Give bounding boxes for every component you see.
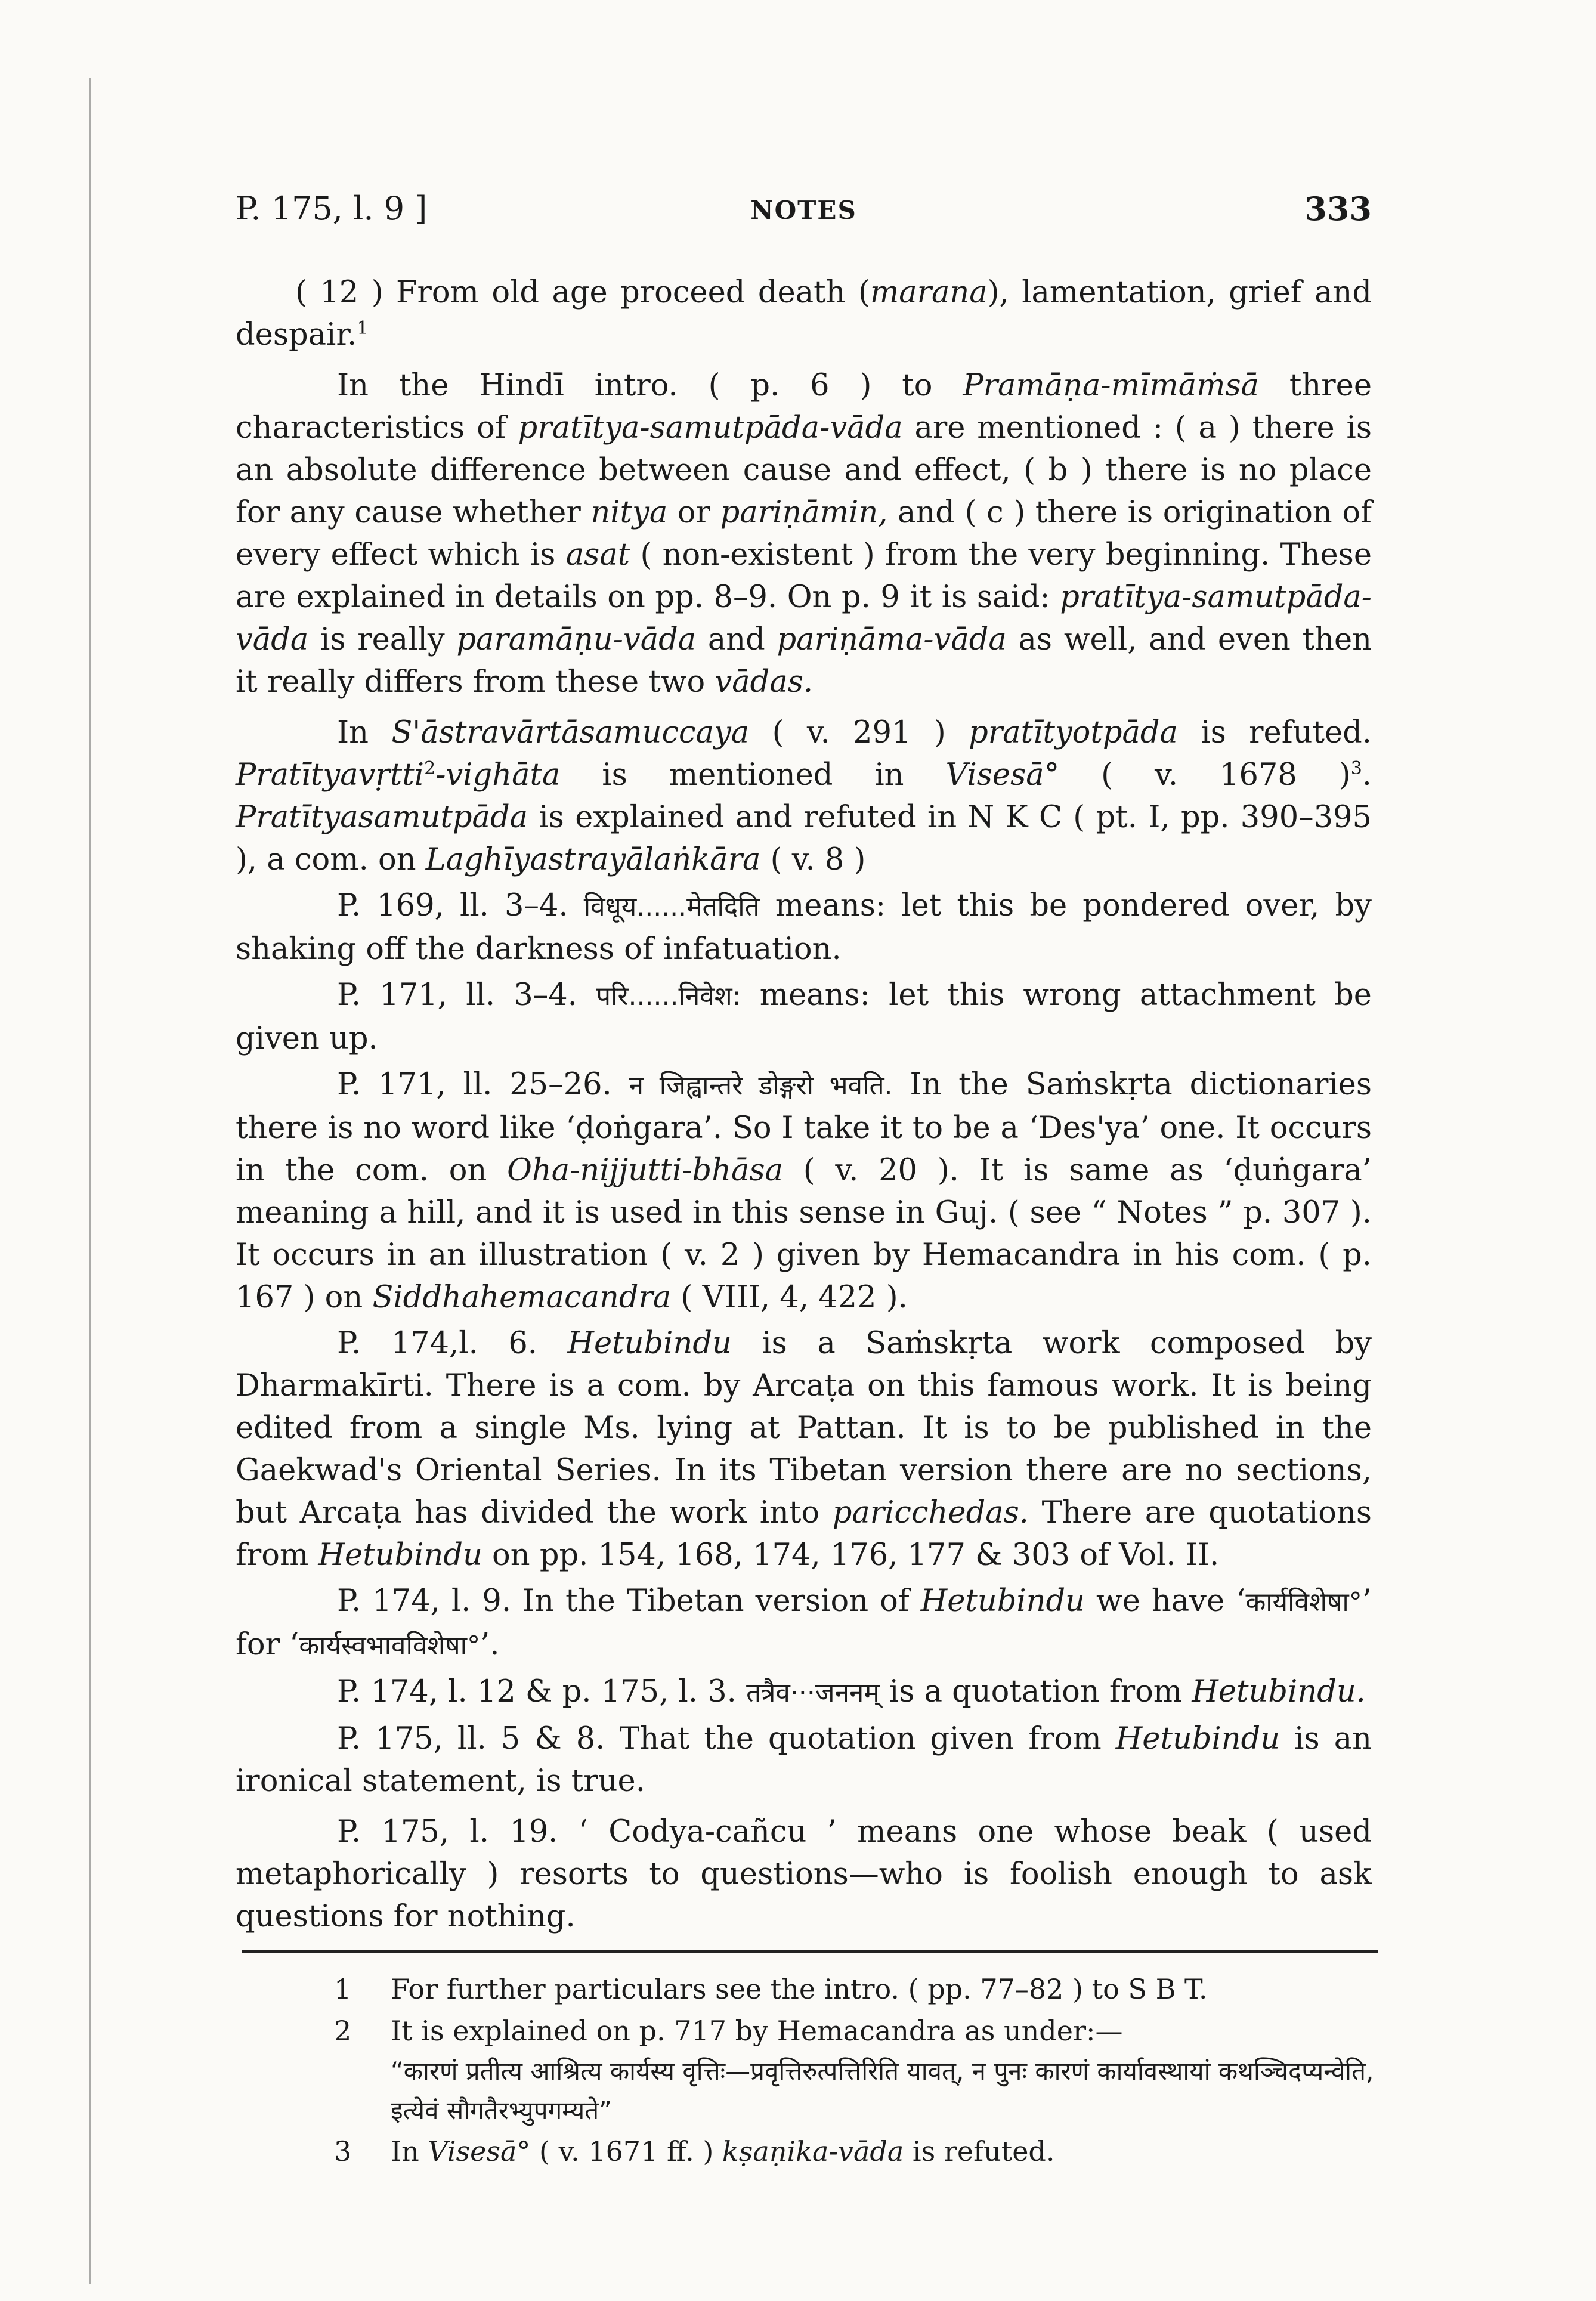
italic-term: Hetubindu	[920, 1584, 1085, 1619]
paragraph-2	[236, 364, 1372, 703]
section-reference: P. 175, l. 9 ]	[236, 190, 428, 227]
footnote-text: It is explained on p. 717 by Hemacandra as under:—	[391, 2015, 1123, 2047]
italic-term: pratītya-samutpāda-vāda	[236, 580, 1372, 657]
italic-term: Hetubindu	[318, 1538, 482, 1573]
footnote-number: 3	[334, 2135, 352, 2167]
devanagari-text: न जिह्वान्तरे डोङ्गरो भवति.	[629, 1071, 893, 1101]
text-run: There are quotations from	[236, 1495, 1372, 1573]
footnote-3	[334, 2130, 1378, 2172]
text-run: means: let this be pondered over, by shaking off the darkness of infatuation.	[236, 888, 1372, 967]
italic-term: Laghīyastrayālaṅkāra	[425, 842, 761, 877]
paragraph-11	[236, 1811, 1372, 1938]
italic-term: Pratītyavṛtti	[236, 757, 425, 793]
paragraph-7	[236, 1322, 1372, 1576]
italic-term: Visesā°	[428, 2135, 531, 2167]
italic-term: Hetubindu	[567, 1326, 732, 1361]
text-run: P. 175, ll. 5 & 8. That the quotation given from	[337, 1721, 1116, 1756]
italic-term: pratītyotpāda	[969, 715, 1178, 750]
footnote-number: 1	[334, 1973, 352, 2005]
footnote-1	[334, 1968, 1378, 2010]
italic-term: marana	[870, 275, 988, 310]
devanagari-text: कार्यविशेषा°	[1245, 1587, 1362, 1617]
italic-term: pariṇāmin,	[720, 495, 888, 530]
text-run: ( VIII, 4, 422 ).	[671, 1280, 908, 1315]
italic-term: Hetubindu.	[1192, 1674, 1366, 1709]
text-run: P. 174, l. 9. In the Tibetan version of	[337, 1584, 921, 1619]
text-run: is refuted.	[1177, 715, 1372, 750]
italic-term: S'āstravārtāsamuccaya	[391, 715, 750, 750]
text-run: P. 171, ll. 3–4.	[337, 978, 596, 1013]
footnote-2	[334, 2010, 1378, 2052]
paragraph-5	[236, 974, 1372, 1060]
italic-term: nitya	[590, 495, 668, 530]
italic-term: Hetubindu	[1115, 1721, 1280, 1756]
devanagari-text: विधूय......मेतदिति	[583, 892, 760, 922]
text-run: we have ‘	[1085, 1584, 1246, 1619]
page-number: 333	[1304, 190, 1372, 228]
italic-term: paricchedas.	[832, 1495, 1029, 1530]
text-run: .	[1362, 757, 1372, 793]
italic-term: pariṇāma-vāda	[777, 622, 1007, 657]
footnote-text	[391, 2130, 1378, 2172]
text-run: ’.	[480, 1627, 500, 1662]
paragraph-4	[236, 884, 1372, 970]
paragraph-3	[236, 712, 1372, 881]
devanagari-text: परि......निवेश:	[596, 981, 741, 1012]
text-run: is a Saṁskṛta work composed by Dharmakīrti. There is a com. by Arcaṭa on this famous work. It is being edited from a single Ms. lying at Pattan. It is to be published in the Gaekwad's Oriental Series. In its Tibetan version there are no sections, but Arcaṭa has divided the work into	[236, 1326, 1372, 1530]
devanagari-text: तत्रैव···जननम्	[746, 1678, 880, 1708]
page-heading: NOTES	[750, 196, 857, 225]
text-run: are mentioned : ( a ) there is an absolute difference between cause and effect, ( b ) there is no place for any cause whether	[236, 410, 1372, 530]
text-run: ( v. 291 )	[749, 715, 969, 750]
text-run: P. 174, l. 12 & p. 175, l. 3.	[337, 1674, 747, 1709]
notes-body	[236, 271, 1372, 1941]
italic-term: Pramāṇa-mīmāṁsā	[963, 368, 1260, 403]
running-head	[236, 190, 1372, 243]
text-run: ( v. 1678 )	[1059, 757, 1351, 793]
text-run: and ( c ) there is origination of every effect which is	[236, 495, 1372, 573]
italic-term: asat	[565, 537, 630, 573]
paragraph-9	[236, 1671, 1372, 1714]
text-run: means: let this wrong attachment be given up.	[236, 978, 1372, 1056]
text-run: is really	[308, 622, 457, 657]
footnote-number: 2	[334, 2015, 352, 2047]
text-run: In	[337, 715, 392, 750]
text-run: In	[391, 2135, 428, 2167]
italic-term: kṣaṇika-vāda	[722, 2135, 904, 2167]
text-run: ), lamentation, grief and despair.	[236, 275, 1372, 352]
text-run: P. 174,l. 6.	[337, 1326, 568, 1361]
text-run: P. 175, l. 19. ‘ Codya-cañcu ’ means one whose beak ( used metaphorically ) resorts to questions—who is foolish enough to ask questions for nothing.	[236, 1814, 1372, 1934]
italic-term: -vighāta	[435, 757, 561, 793]
binding-margin-line	[89, 78, 91, 2284]
text-run: is a quotation from	[879, 1674, 1192, 1709]
italic-term: Pratītyasamutpāda	[236, 800, 528, 835]
text-run: is an ironical statement, is true.	[236, 1721, 1372, 1799]
text-run: P. 169, ll. 3–4.	[337, 888, 584, 923]
text-run: is mentioned in	[560, 757, 946, 793]
italic-term: Visesā°	[945, 757, 1060, 793]
text-run: In the Hindī intro. ( p. 6 ) to	[337, 368, 963, 403]
italic-term: Oha-nijjutti-bhāsa	[507, 1153, 783, 1188]
text-run: P. 171, ll. 25–26.	[337, 1067, 629, 1102]
devanagari-text: कार्यस्वभावविशेषा°	[299, 1631, 481, 1661]
sanskrit-quotation: “कारणं प्रतीत्य आश्रित्य कार्यस्य वृत्तिः—प्रवृत्तिरुत्पत्तिरिति यावत्, न पुनः कारणं कार्यावस्थायां कथञ्चिदप्यन्वेति, इत्येवं सौगतैरभ्युपगम्यते”	[391, 2056, 1374, 2125]
text-run: is refuted.	[904, 2135, 1055, 2167]
text-run: ( 12 ) From old age proceed death (	[295, 275, 870, 310]
text-run: ( v. 1671 ff. )	[530, 2135, 722, 2167]
text-run: is explained and refuted in N K C ( pt. I, pp. 390–395 ), a com. on	[236, 800, 1372, 877]
footnote-ref: 2	[424, 758, 436, 779]
footnote-divider	[242, 1950, 1378, 1953]
footnotes	[334, 1968, 1378, 2172]
text-run: as well, and even then it really differs from these two	[236, 622, 1372, 700]
text-run: ( non-existent ) from the very beginning. These are explained in details on pp. 8–9. On p. 9 it is said:	[236, 537, 1372, 615]
italic-term: paramāṇu-vāda	[456, 622, 697, 657]
italic-term: Siddhahemacandra	[372, 1280, 672, 1315]
text-run: ( v. 8 )	[760, 842, 866, 877]
footnote-ref: 1	[357, 318, 369, 339]
paragraph-6	[236, 1063, 1372, 1319]
text-run: three characteristics of	[236, 368, 1372, 446]
paragraph-1	[236, 271, 1372, 356]
text-run: on pp. 154, 168, 174, 176, 177 & 303 of Vol. II.	[482, 1538, 1220, 1573]
paragraph-8	[236, 1580, 1372, 1667]
italic-term: vādas.	[715, 664, 814, 700]
italic-term: pratītya-samutpāda-vāda	[518, 410, 903, 446]
text-run: and	[696, 622, 777, 657]
paragraph-10	[236, 1718, 1372, 1802]
footnote-text: For further particulars see the intro. ( pp. 77–82 ) to S B T.	[391, 1973, 1208, 2005]
text-run: In the Saṁskṛta dictionaries there is no word like ‘ḍoṅgara’. So I take it to be a ‘Des'ya’ one. It occurs in the com. on	[236, 1067, 1372, 1188]
text-run: ( v. 20 ). It is same as ‘ḍuṅgara’ meaning a hill, and it is used in this sense in Guj. ( see “ Notes ” p. 307 ). It occurs in an illustration ( v. 2 ) given by Hemacandra in his com. ( p. 167 ) on	[236, 1153, 1372, 1315]
footnote-ref: 3	[1350, 758, 1362, 779]
text-run: or	[667, 495, 720, 530]
text-run: ’ for ‘	[236, 1584, 1372, 1662]
